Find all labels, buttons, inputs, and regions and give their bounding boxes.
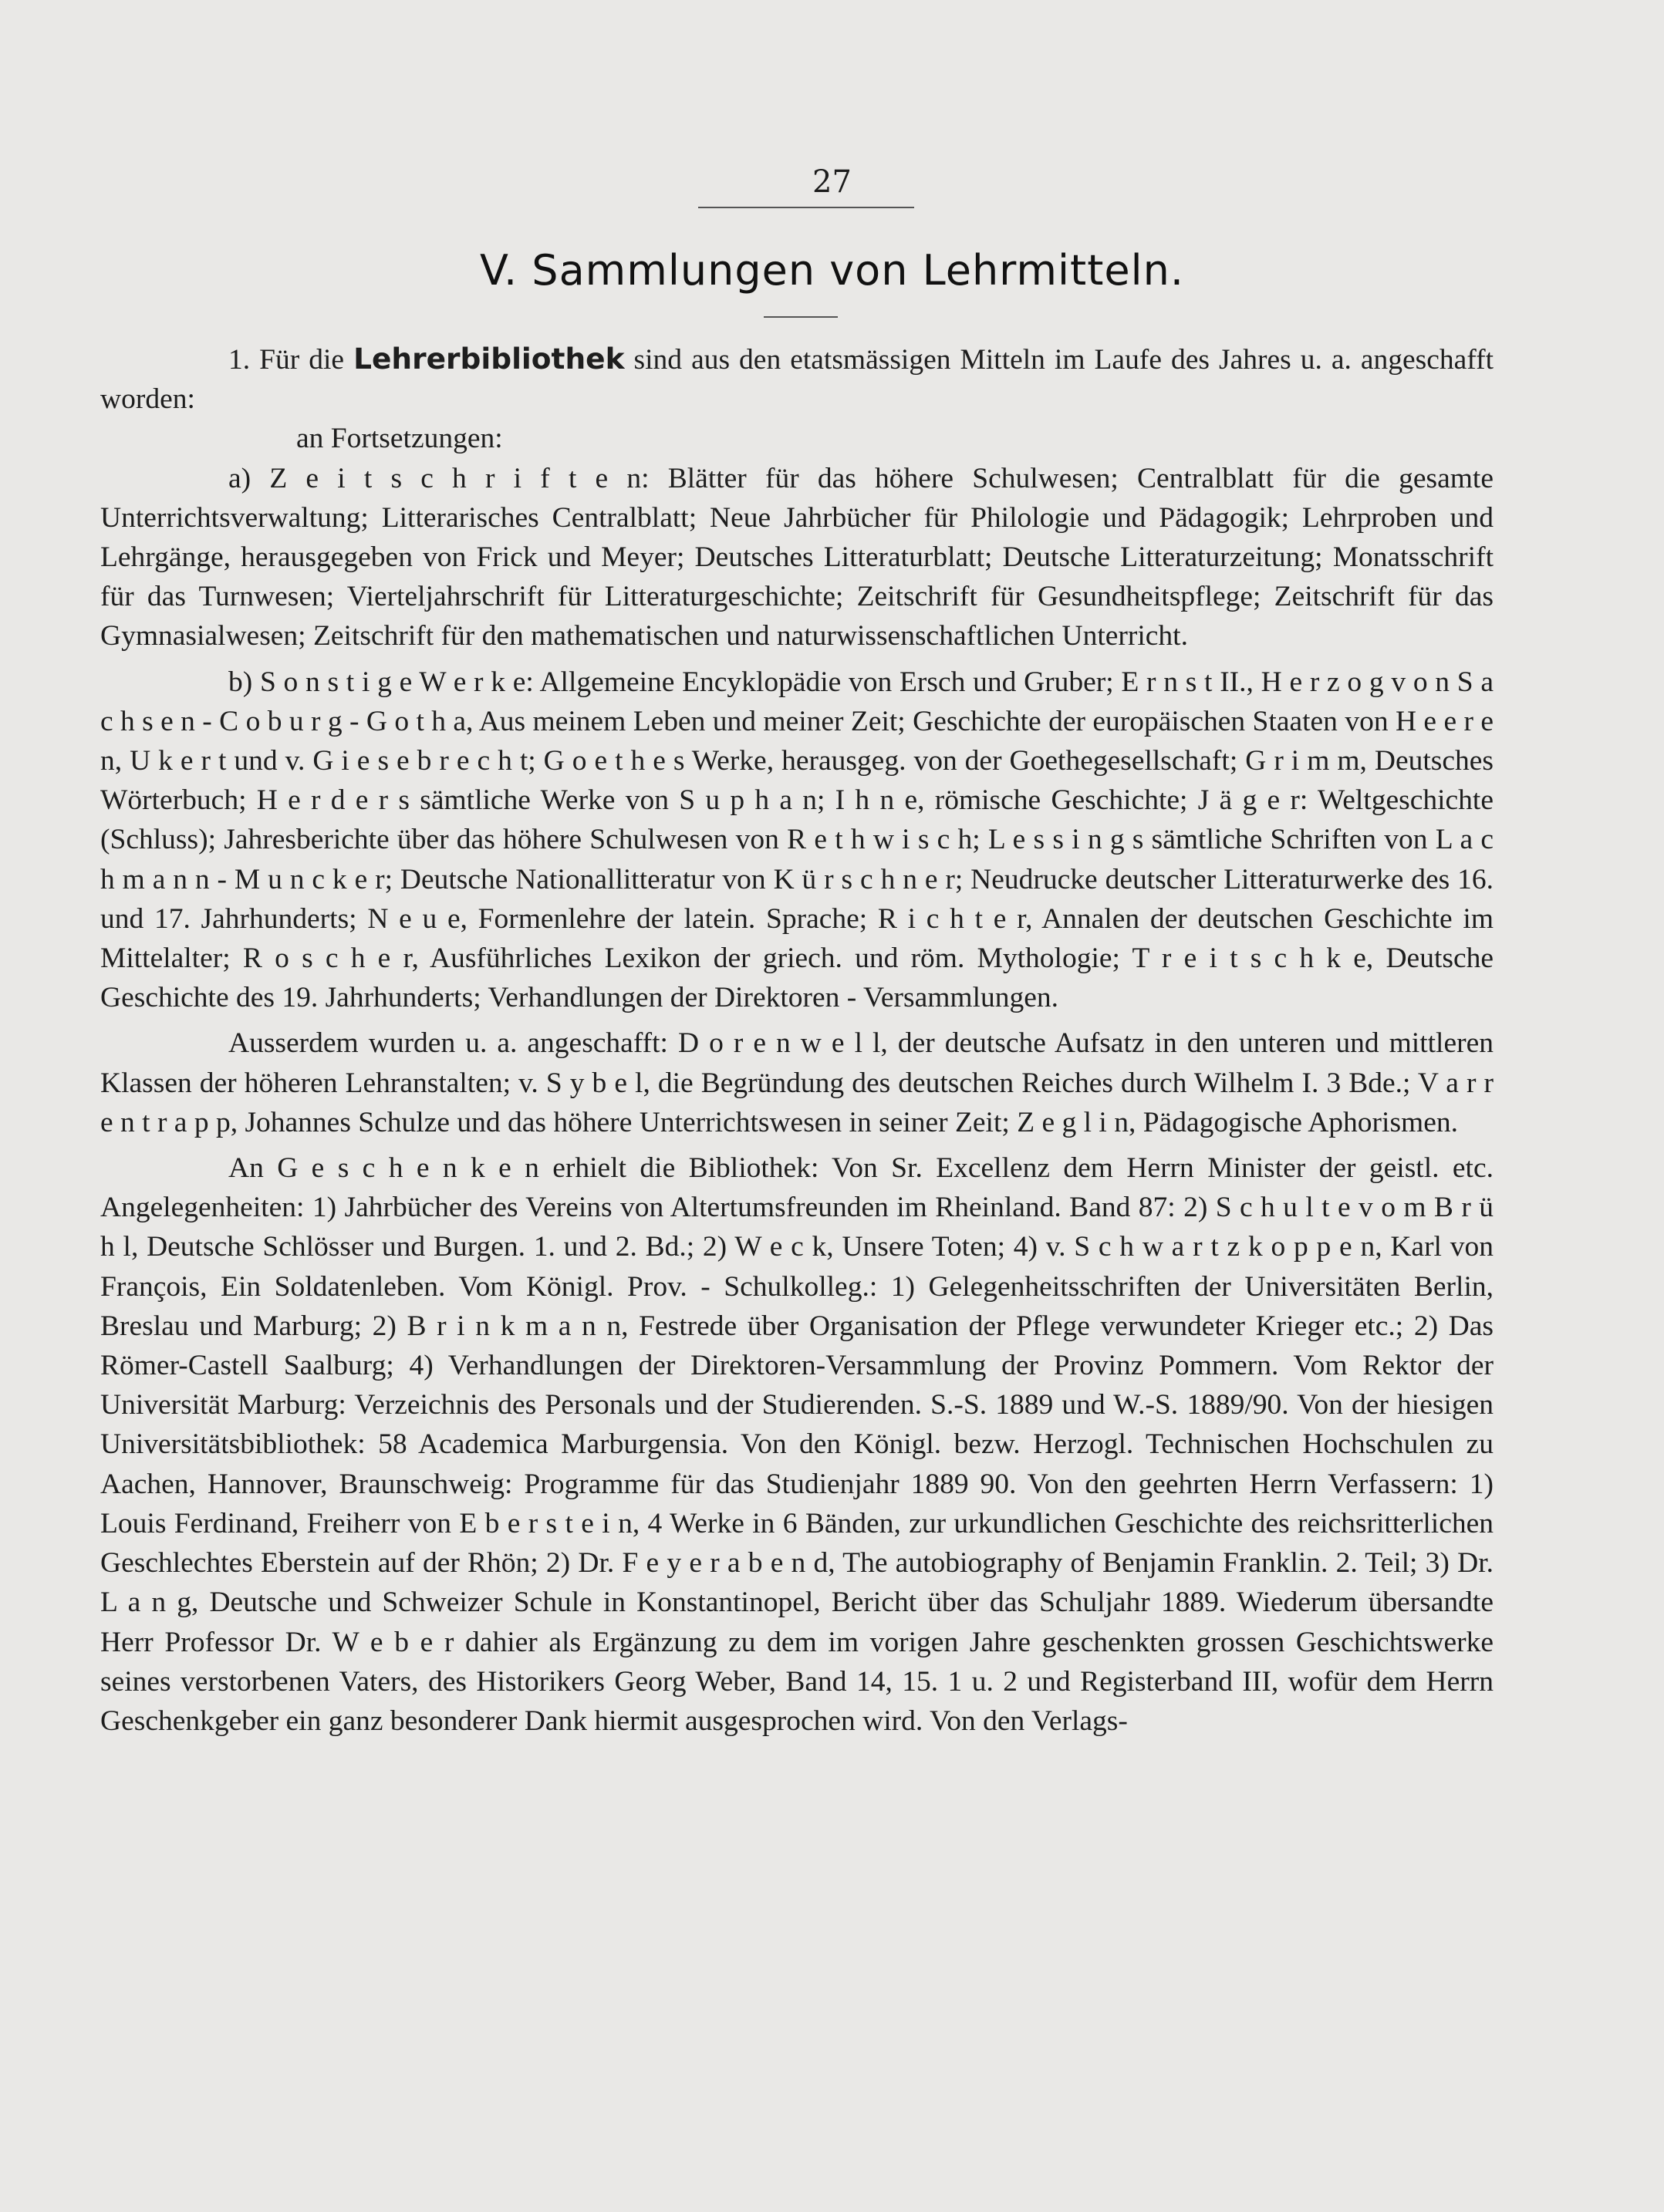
- paragraph: [100, 1148, 1494, 1741]
- paragraph-text: 1. Für die: [228, 344, 354, 376]
- title-rule: [764, 316, 838, 318]
- paragraph-text: An G e s c h e n k e n erhielt die Bibliothek: Von Sr. Excellenz dem Herrn Minister der geistl. etc. Angelegenheiten: 1) Jahrbücher des Vereins von Altertumsfreunden im Rheinland. Band 87: 2) S c h u l t e v o m B r ü h l, Deutsche Schlösser und Burgen. 1. und 2. Bd.; 2) W e c k, Unsere Toten; 4) v. S c h w a r t z k o p p e n, Karl von François, Ein Soldatenleben. Vom Königl. Prov. - Schulkolleg.: 1) Gelegenheitsschriften der Universitäten Berlin, Breslau und Marburg; 2) B r i n k m a n n, Festrede über Organisation der Pflege verwundeter Krieger etc.; 2) Das Römer-Castell Saalburg; 4) Verhandlungen der Direktoren-Versammlung der Provinz Pommern. Vom Rektor der Universität Marburg: Verzeichnis des Personals und der Studierenden. S.-S. 1889 und W.-S. 1889/90. Von der hiesigen Universitätsbibliothek: 58 Academica Marburgensia. Von den Königl. bezw. Herzogl. Technischen Hochschulen zu Aachen, Hannover, Braunschweig: Programme für das Studienjahr 1889 90. Von den geehrten Herrn Verfassern: 1) Louis Ferdinand, Freiherr von E b e r s t e i n, 4 Werke in 6 Bänden, zur urkundlichen Geschichte des reichsritterlichen Geschlechtes Eberstein auf der Rhön; 2) Dr. F e y e r a b e n d, The autobiography of Benjamin Franklin. 2. Teil; 3) Dr. L a n g, Deutsche und Schweizer Schule in Konstantinopel, Bericht über das Schuljahr 1889. Wiederum übersandte Herr Professor Dr. W e b e r dahier als Ergänzung zu dem im vorigen Jahre geschenkten grossen Geschichtswerke seines verstorbenen Vaters, des Historikers Georg Weber, Band 14, 15. 1 u. 2 und Registerband III, wofür dem Herrn Geschenkgeber ein ganz besonderer Dank hiermit ausgesprochen wird. Von den Verlags-: [100, 1152, 1494, 1737]
- paragraph: [100, 459, 1494, 656]
- page-number: 27: [812, 164, 852, 200]
- paragraph: [100, 339, 1494, 419]
- section-title: V. Sammlungen von Lehrmitteln.: [479, 246, 1184, 295]
- paragraph-bold-text: Lehrerbibliothek: [353, 342, 625, 376]
- paragraph-text: sind aus den etatsmässigen Mitteln im Laufe des Jahres u. a. angeschafft worden:: [100, 344, 1494, 416]
- paragraph: [100, 1023, 1494, 1142]
- paragraph-text: Ausserdem wurden u. a. angeschafft: D o r e n w e l l, der deutsche Aufsatz in den unteren und mittleren Klassen der höheren Lehranstalten; v. S y b e l, die Begründung des deutschen Reiches durch Wilhelm I. 3 Bde.; V a r r e n t r a p p, Johannes Schulze und das höhere Unterrichtswesen in seiner Zeit; Z e g l i n, Pädagogische Aphorismen.: [100, 1027, 1494, 1138]
- header-rule: [698, 207, 914, 208]
- paragraph: [100, 663, 1494, 1018]
- paragraph-text: an Fortsetzungen:: [296, 423, 503, 455]
- paragraph-text: b) S o n s t i g e W e r k e: Allgemeine Encyklopädie von Ersch und Gruber; E r n s t II., H e r z o g v o n S a c h s e n - C o b u r g - G o t h a, Aus meinem Leben und meiner Zeit; Geschichte der europäischen Staaten von H e e r e n, U k e r t und v. G i e s e b r e c h t; G o e t h e s Werke, herausgeg. von der Goethegesellschaft; G r i m m, Deutsches Wörterbuch; H e r d e r s sämtliche Werke von S u p h a n; I h n e, römische Geschichte; J ä g e r: Weltgeschichte (Schluss); Jahresberichte über das höhere Schulwesen von R e t h w i s c h; L e s s i n g s sämtliche Schriften von L a c h m a n n - M u n c k e r; Deutsche Nationallitteratur von K ü r s c h n e r; Neudrucke deutscher Litteraturwerke des 16. und 17. Jahrhunderts; N e u e, Formenlehre der latein. Sprache; R i c h t e r, Annalen der deutschen Geschichte im Mittelalter; R o s c h e r, Ausführliches Lexikon der griech. und röm. Mythologie; T r e i t s c h k e, Deutsche Geschichte des 19. Jahrhunderts; Verhandlungen der Direktoren - Versammlungen.: [100, 666, 1494, 1014]
- paragraph: [100, 419, 1494, 458]
- body-text: [100, 339, 1494, 1741]
- paragraph-text: a) Z e i t s c h r i f t e n: Blätter für das höhere Schulwesen; Centralblatt für die gesamte Unterrichtsverwaltung; Litterarisches Centralblatt; Neue Jahrbücher für Philologie und Pädagogik; Lehrproben und Lehrgänge, herausgegeben von Frick und Meyer; Deutsches Litteraturblatt; Deutsche Litteraturzeitung; Monatsschrift für das Turnwesen; Vierteljahrschrift für Litteraturgeschichte; Zeitschrift für Gesundheitspflege; Zeitschrift für das Gymnasialwesen; Zeitschrift für den mathematischen und naturwissenschaftlichen Unterricht.: [100, 462, 1494, 652]
